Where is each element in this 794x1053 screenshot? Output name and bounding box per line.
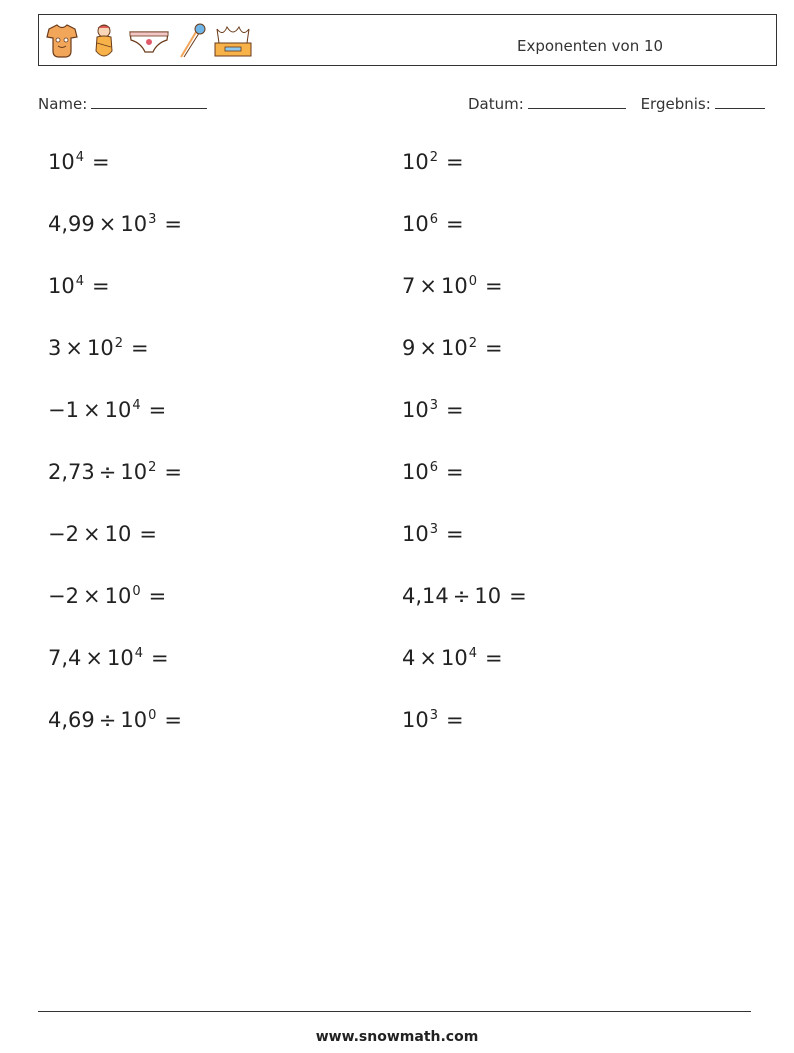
operator: × [82,522,101,546]
problem-item [402,584,527,608]
equals-sign: = [446,522,464,546]
equals-sign: = [148,584,167,608]
equals-sign: = [446,398,464,422]
base: 10 [474,584,502,608]
coefficient: −1 [48,398,79,422]
operator: × [419,274,437,298]
equals-sign: = [446,150,464,174]
equals-sign: = [485,274,503,298]
date-blank[interactable] [528,94,626,109]
equals-sign: = [151,646,169,670]
problem-item [48,274,110,298]
problem-item [402,336,503,360]
base: 10 [440,274,468,298]
exponent: 3 [429,398,439,413]
equals-sign: = [164,212,182,236]
base: 10 [104,398,132,422]
equals-sign: = [92,274,110,298]
diaper-icon [127,21,171,61]
exponent: 4 [134,646,144,661]
coefficient: 9 [402,336,416,360]
problem-item [48,646,169,670]
name-field [38,94,207,113]
operator: × [98,212,117,236]
worksheet-title: Exponenten von 10 [517,37,664,55]
equals-sign: = [446,460,464,484]
coefficient: 4 [402,646,416,670]
exponent: 2 [148,460,157,475]
result-label: Ergebnis: [640,95,711,113]
coefficient: 7,4 [48,646,82,670]
exponent: 0 [132,584,141,599]
swaddled-baby-icon [85,21,123,61]
base: 10 [104,522,132,546]
operator: × [65,336,83,360]
base: 10 [120,212,148,236]
problem-item [402,274,503,298]
equals-sign: = [446,708,464,732]
coefficient: −2 [48,584,79,608]
problem-item [48,212,182,236]
problem-item [48,460,182,484]
coefficient: 7 [402,274,416,298]
footer-url: www.snowmath.com [315,1029,479,1045]
problem-item [48,522,157,546]
baby-onesie-icon [43,21,81,61]
equals-sign: = [92,150,110,174]
base: 10 [107,646,134,670]
footer-divider [38,1011,751,1012]
base: 10 [402,460,429,484]
safety-pin-icon [175,21,207,61]
base: 10 [120,708,148,732]
coefficient: 2,73 [48,460,95,484]
exponent: 3 [429,522,439,537]
operator: × [82,398,101,422]
equals-sign: = [485,336,503,360]
operator: × [419,646,437,670]
exponent: 2 [429,150,439,165]
operator: ÷ [98,708,117,732]
date-result-fields [468,94,765,113]
operator: × [82,584,101,608]
problem-item [48,336,149,360]
coefficient: 4,99 [48,212,95,236]
problem-item [402,522,464,546]
exponent: 0 [468,274,477,289]
problem-item [402,646,503,670]
coefficient: 3 [48,336,62,360]
exponent: 6 [429,212,439,227]
equals-sign: = [131,336,149,360]
exponent: 4 [468,646,477,661]
base: 10 [402,150,429,174]
base: 10 [86,336,114,360]
exponent: 2 [468,336,477,351]
base: 10 [104,584,132,608]
equals-sign: = [139,522,157,546]
base: 10 [402,398,429,422]
problem-item [402,460,464,484]
name-label: Name: [38,95,88,113]
problem-item [48,398,166,422]
base: 10 [48,274,75,298]
exponent: 4 [132,398,141,413]
base: 10 [440,646,468,670]
operator: × [85,646,104,670]
operator: ÷ [98,460,117,484]
problem-item [402,212,464,236]
problem-item [48,708,182,732]
base: 10 [48,150,75,174]
equals-sign: = [164,708,182,732]
problem-item [402,398,464,422]
tissue-box-icon [211,21,255,61]
operator: ÷ [452,584,471,608]
exponent: 3 [148,212,157,227]
result-blank[interactable] [715,94,765,109]
equals-sign: = [485,646,503,670]
name-blank[interactable] [91,94,207,109]
coefficient: −2 [48,522,79,546]
date-label: Datum: [468,95,524,113]
exponent: 6 [429,460,439,475]
header-icons [43,19,259,63]
equals-sign: = [164,460,182,484]
base: 10 [440,336,468,360]
header-box [38,14,777,66]
exponent: 4 [75,274,85,289]
base: 10 [402,708,429,732]
coefficient: 4,69 [48,708,95,732]
base: 10 [120,460,148,484]
exponent: 2 [114,336,123,351]
base: 10 [402,212,429,236]
operator: × [419,336,437,360]
equals-sign: = [148,398,167,422]
exponent: 0 [148,708,157,723]
exponent: 3 [429,708,439,723]
equals-sign: = [446,212,464,236]
problem-item [48,584,166,608]
problem-item [402,150,464,174]
base: 10 [402,522,429,546]
problem-item [48,150,110,174]
exponent: 4 [75,150,85,165]
coefficient: 4,14 [402,584,449,608]
problem-item [402,708,464,732]
equals-sign: = [509,584,527,608]
